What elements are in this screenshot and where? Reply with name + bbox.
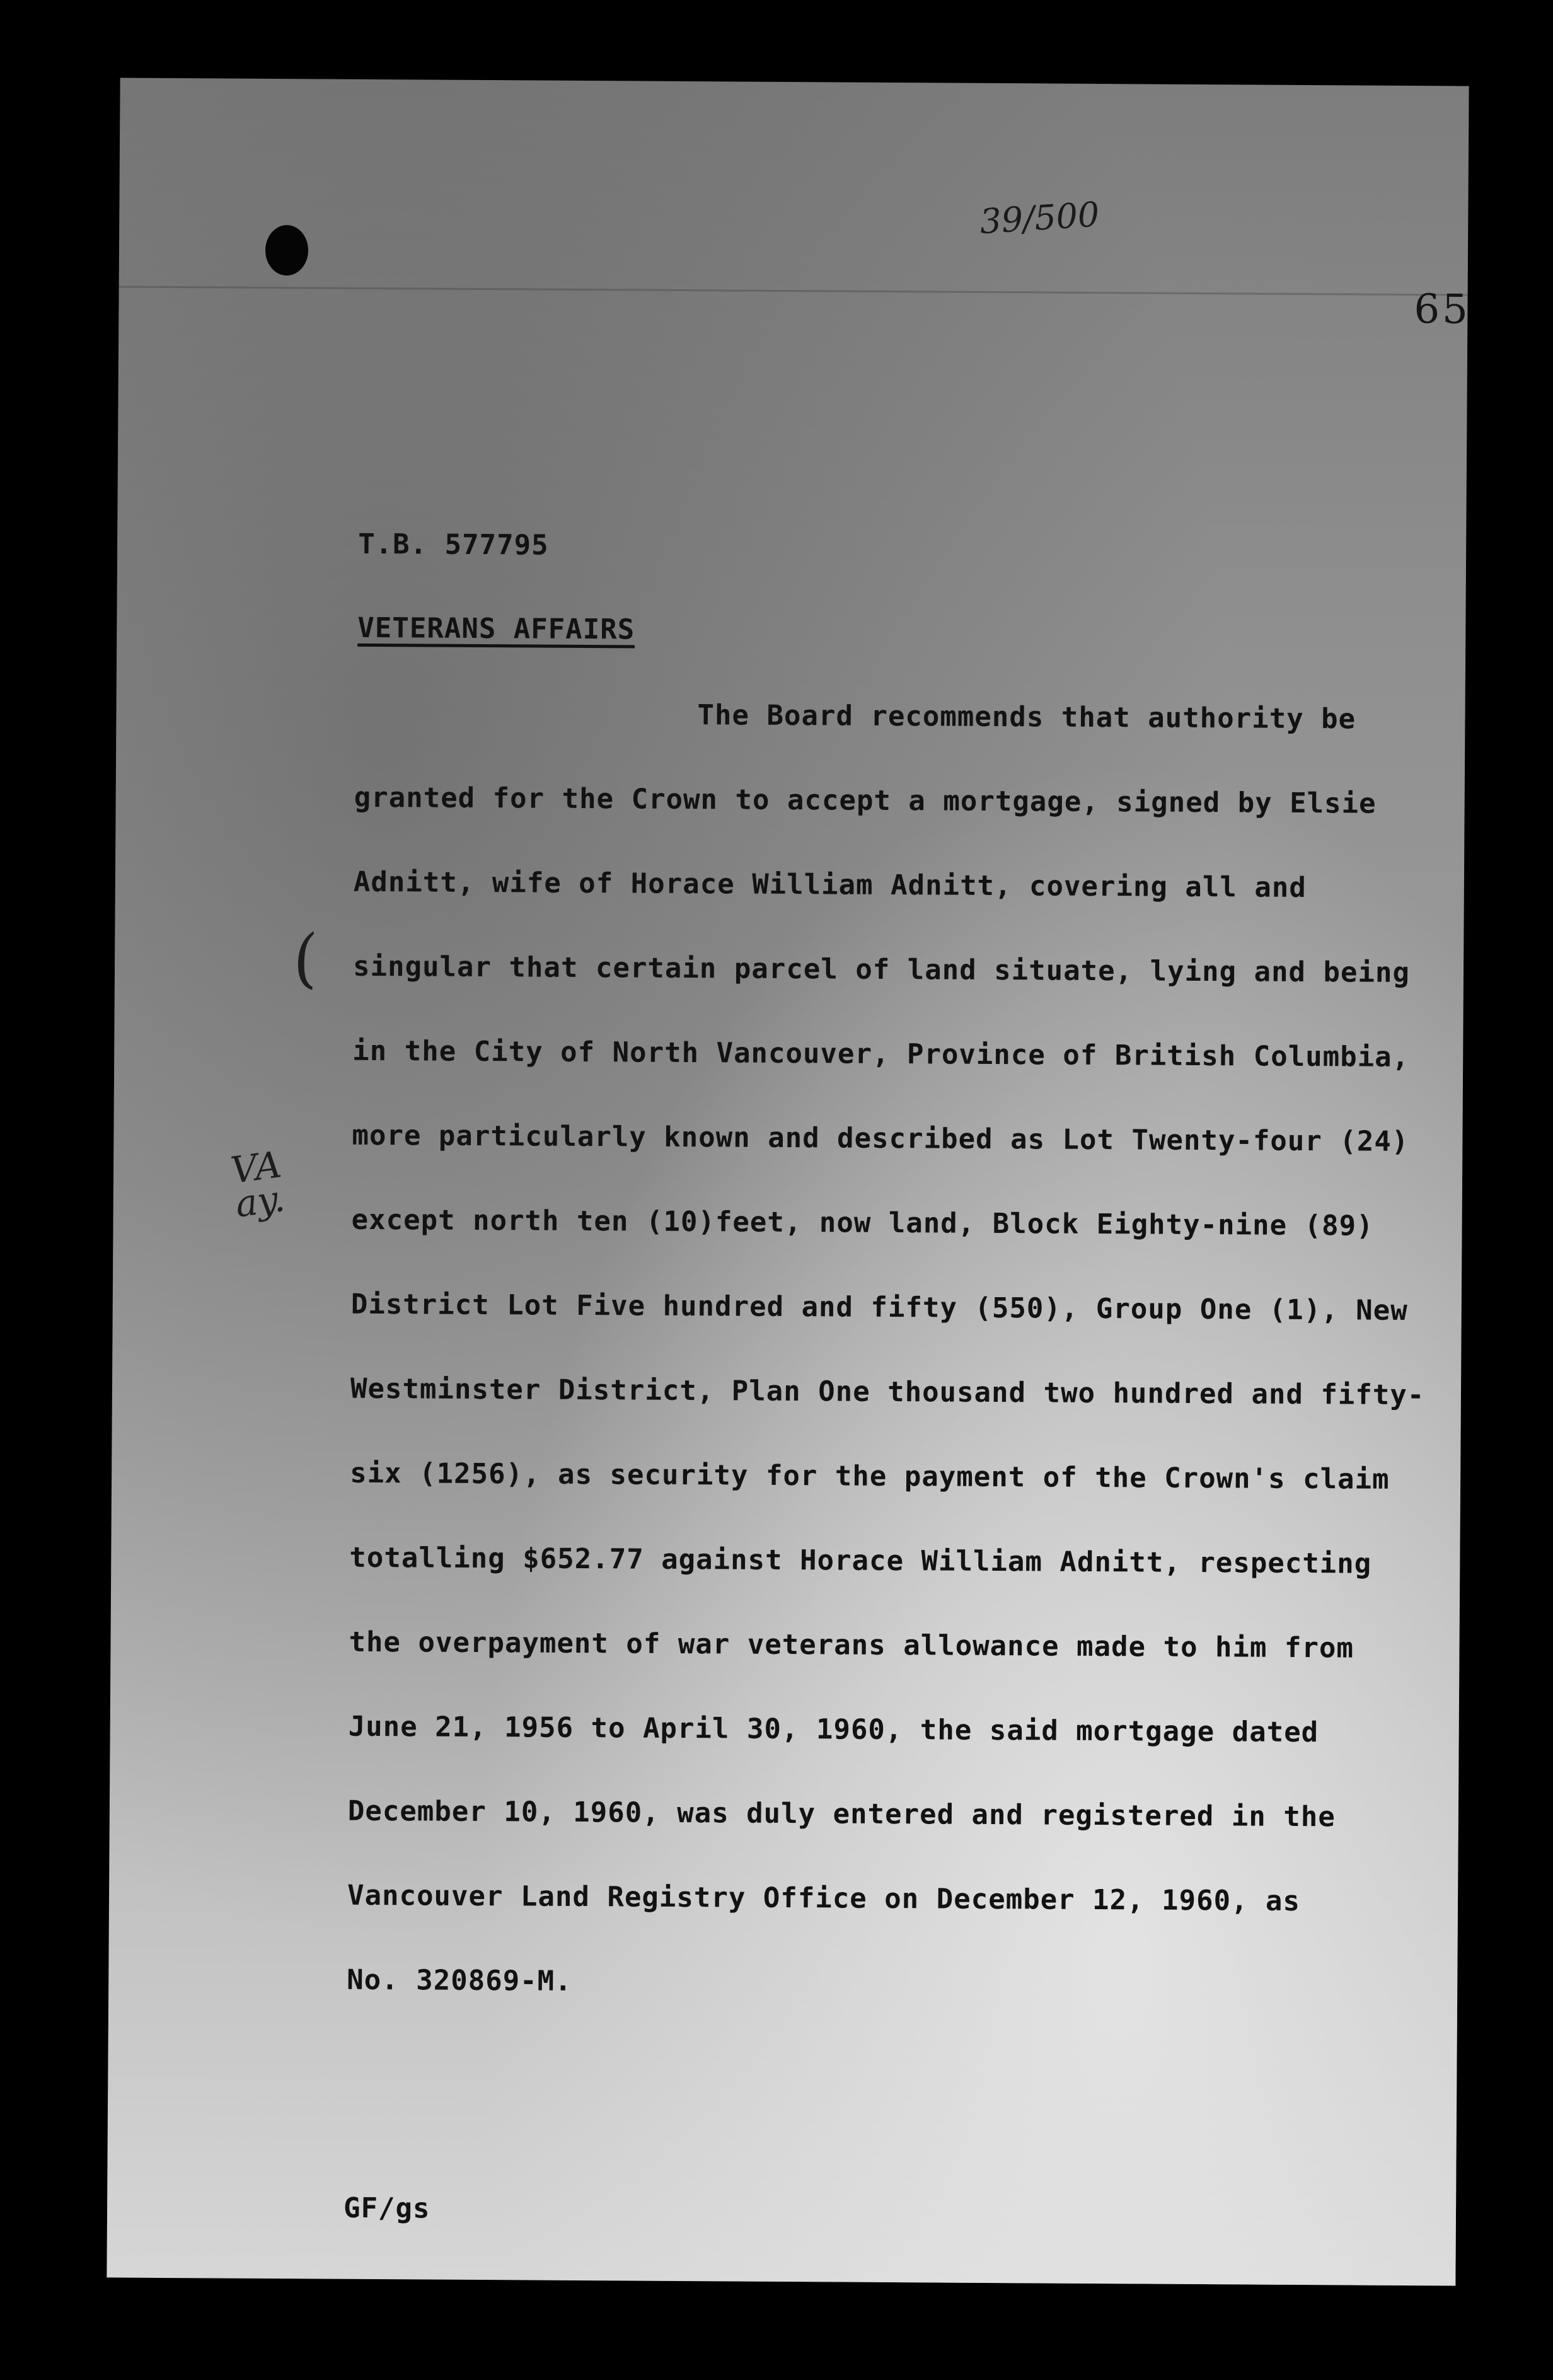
body-line: District Lot Five hundred and fifty (550), Group One (1), New [350,1288,1408,1327]
body-line: the overpayment of war veterans allowance made to him from [349,1626,1354,1665]
body-line: more particularly known and described as Lot Twenty-four (24) [352,1119,1409,1158]
body-line: June 21, 1956 to April 30, 1960, the said mortgage dated [348,1710,1319,1749]
fold-line [119,286,1468,296]
margin-annotation [228,1143,288,1226]
body-line: totalling $652.77 against Horace William Adnitt, respecting [349,1541,1372,1580]
body-line: Adnitt, wife of Horace William Adnitt, covering all and [353,865,1307,904]
document-page [107,78,1469,2285]
margin-annotation-line: ay. [233,1176,287,1226]
body-line: Westminster District, Plan One thousand two hundred and fifty- [350,1372,1425,1412]
body-line: singular that certain parcel of land situate, lying and being [352,950,1411,990]
punch-hole [265,225,308,275]
body-line: Vancouver Land Registry Office on December 12, 1960, as [347,1879,1301,1917]
page-number: 65 [1414,286,1471,333]
body-line: The Board recommends that authority be [697,699,1356,736]
tb-number: T.B. 577795 [358,528,549,562]
margin-annotation-line: VA [228,1143,284,1193]
body-line: except north ten (10)feet, now land, Block Eighty-nine (89) [351,1203,1374,1242]
typist-initials: GF/gs [343,2192,430,2225]
section-heading: VETERANS AFFAIRS [357,611,635,646]
body-line: in the City of North Vancouver, Province of British Columbia, [352,1034,1410,1074]
body-line: six (1256), as security for the payment of the Crown's claim [350,1457,1390,1496]
margin-bracket-mark: ( [286,920,323,998]
body-line: granted for the Crown to accept a mortgage, signed by Elsie [354,781,1377,820]
body-line: No. 320869-M. [347,1963,572,1997]
handwritten-reference: 39/500 [978,194,1101,242]
body-line: December 10, 1960, was duly entered and registered in the [347,1794,1336,1834]
